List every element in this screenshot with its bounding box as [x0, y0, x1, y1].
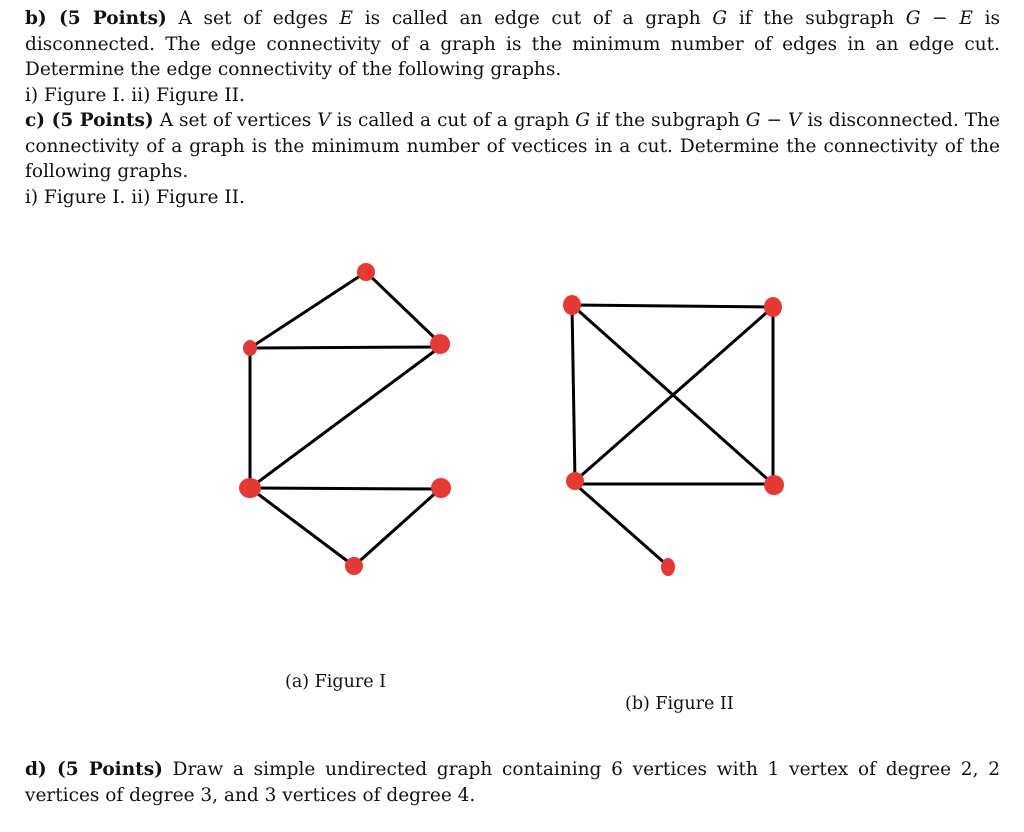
figure-1-vertex: [243, 340, 257, 356]
part-b-math-3: G − E: [905, 8, 973, 29]
part-b-text-4: is disconnected. The edge connectivity of a graph is the minimum number of edges in an edge cut. Determine the edge connectivity of the following graphs.: [25, 8, 1000, 80]
figure-1-vertex: [430, 334, 450, 354]
figure-2-vertex: [566, 472, 584, 490]
part-d-text-1: Draw a simple undirected graph containing 6 vertices with 1 vertex of degree 2, 2 vertices of degree 3, and 3 vertices of degree 4.: [25, 759, 1000, 806]
figure-2-caption: (b) Figure II: [625, 694, 734, 714]
part-b-math-2: G: [712, 8, 728, 29]
figure-1-edge: [354, 489, 440, 566]
figure-2-vertex: [661, 558, 675, 576]
question-part-d: [25, 757, 1000, 808]
figure-1-edge: [250, 347, 440, 348]
figure-2-vertex: [764, 297, 782, 317]
part-c-math-3: G − V: [745, 110, 802, 131]
figure-1-edge: [250, 488, 354, 566]
part-b-text-2: is called an edge cut of a graph: [353, 8, 713, 29]
figure-1-vertex: [345, 557, 363, 575]
part-b-items: i) Figure I. ii) Figure II.: [25, 84, 245, 106]
part-d-heading: d) (5 Points): [25, 759, 163, 780]
part-c-text-2: is called a cut of a graph: [330, 110, 576, 131]
part-c-text-4: is disconnected. The connectivity of a graph is the minimum number of vectices in a cut. Determine the connectivity of the following graphs.: [25, 110, 1000, 182]
part-c-math-1: V: [317, 110, 331, 131]
figure-1-edge: [250, 488, 440, 489]
part-b-text-3: if the subgraph: [727, 8, 906, 29]
figure-2-edge: [575, 484, 668, 566]
part-b-text-1: A set of edges: [166, 8, 340, 29]
part-d-paragraph: [25, 757, 1000, 808]
part-c-items: i) Figure I. ii) Figure II.: [25, 186, 245, 208]
part-c-heading: c) (5 Points): [25, 110, 154, 131]
figure-2-graph: [563, 295, 784, 576]
figure-2-vertex: [764, 475, 784, 495]
figure-1-vertex: [239, 478, 261, 498]
part-b-math-1: E: [339, 8, 354, 29]
part-b-heading: b) (5 Points): [25, 8, 167, 29]
figure-2-edge: [572, 305, 575, 481]
part-c-text-1: A set of vertices: [153, 110, 318, 131]
figure-1-vertex: [357, 263, 375, 281]
part-c-text-3: if the subgraph: [590, 110, 746, 131]
figure-1-edge: [250, 347, 440, 488]
figure-1-edge: [250, 272, 366, 348]
figure-1-graph: [239, 263, 451, 575]
figure-1-caption: (a) Figure I: [285, 672, 387, 692]
figure-1-edge: [366, 272, 440, 343]
figure-2-edge: [572, 305, 773, 307]
figure-1-vertex: [431, 478, 451, 498]
figure-2-vertex: [563, 295, 581, 315]
part-c-math-2: G: [575, 110, 591, 131]
